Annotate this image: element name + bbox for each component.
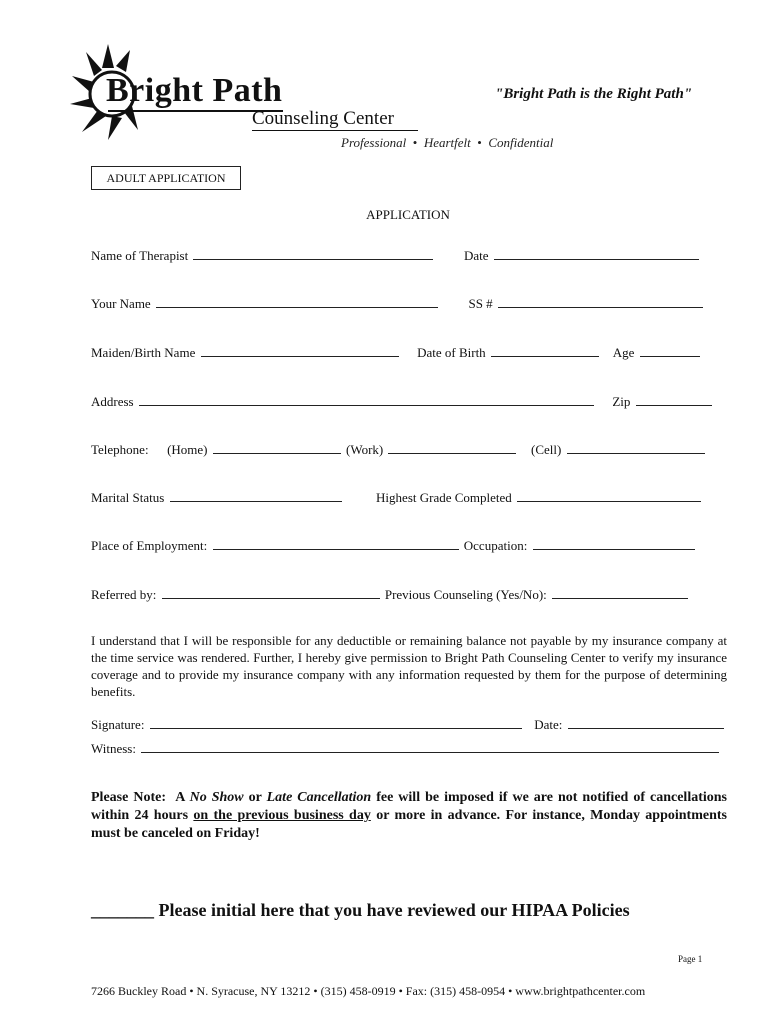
footer-address: 7266 Buckley Road • N. Syracuse, NY 13212 • (315) 458-0919 • Fax: (315) 458-0954 • www.brightpathcenter.com	[91, 984, 646, 998]
note-tail: or more in advance. For instance, Monday appointments must be canceled on Friday!	[91, 808, 727, 841]
dob-field[interactable]	[491, 344, 599, 357]
bullet-1: •	[412, 135, 418, 150]
maiden-field[interactable]	[201, 344, 399, 357]
hipaa-line	[91, 900, 630, 921]
address-field[interactable]	[139, 393, 594, 406]
witness-field[interactable]	[141, 740, 719, 753]
prev-counseling-field[interactable]	[552, 586, 688, 599]
brand-sub: Counseling Center	[252, 108, 394, 129]
work-label: (Work)	[346, 442, 384, 457]
hipaa-initial-field[interactable]: _______	[91, 900, 154, 920]
row-address	[91, 393, 710, 410]
row-telephone	[91, 441, 710, 458]
age-field[interactable]	[640, 344, 700, 357]
your-name-label: Your Name	[91, 296, 151, 311]
work-phone-field[interactable]	[388, 441, 516, 454]
row-maiden	[91, 344, 710, 361]
note-or: or	[248, 790, 262, 805]
employment-field[interactable]	[213, 537, 459, 550]
bullet-2: •	[477, 135, 482, 150]
row-therapist	[91, 247, 710, 264]
sig-date-label: Date:	[534, 717, 563, 732]
signature-label: Signature:	[91, 717, 145, 732]
marital-label: Marital Status	[91, 490, 165, 505]
therapist-label: Name of Therapist	[91, 248, 189, 263]
brand-values	[341, 135, 553, 151]
sig-date-field[interactable]	[568, 716, 724, 729]
note-late: Late Cancellation	[266, 790, 372, 805]
brand-name: Bright Path	[106, 72, 283, 109]
page-number: Page 1	[678, 954, 703, 964]
hipaa-text: Please initial here that you have reviewed our HIPAA Policies	[158, 900, 630, 920]
zip-field[interactable]	[636, 393, 712, 406]
signature-field[interactable]	[150, 716, 522, 729]
note-underlined: on the previous business day	[193, 808, 371, 823]
page-title: APPLICATION	[366, 207, 450, 222]
row-marital	[91, 489, 710, 506]
sub-underline	[252, 130, 418, 131]
form-type-label: ADULT APPLICATION	[106, 171, 226, 185]
cell-label: (Cell)	[530, 442, 562, 457]
row-signature	[91, 716, 710, 733]
your-name-field[interactable]	[156, 295, 438, 308]
marital-field[interactable]	[170, 489, 342, 502]
telephone-label: Telephone:	[91, 442, 149, 457]
value-heartfelt: Heartfelt	[423, 135, 471, 150]
age-label: Age	[612, 345, 635, 360]
row-witness	[91, 740, 710, 757]
note-no-show: No Show	[189, 790, 244, 805]
row-name	[91, 295, 710, 312]
grade-label: Highest Grade Completed	[376, 490, 512, 505]
value-professional: Professional	[341, 135, 407, 150]
slogan: "Bright Path is the Right Path"	[495, 86, 693, 102]
therapist-field[interactable]	[193, 247, 433, 260]
ss-label: SS #	[468, 296, 493, 311]
form-type-box	[91, 166, 241, 190]
row-referred	[91, 586, 710, 603]
dob-label: Date of Birth	[417, 345, 486, 360]
note-mid: fee will be imposed if we are not notified of cancellations within 24 hours	[91, 790, 728, 823]
date-field[interactable]	[494, 247, 699, 260]
maiden-label: Maiden/Birth Name	[91, 345, 196, 360]
row-employment	[91, 537, 710, 554]
home-label: (Home)	[167, 442, 208, 457]
employment-label: Place of Employment:	[91, 538, 208, 553]
grade-field[interactable]	[517, 489, 701, 502]
occupation-field[interactable]	[533, 537, 695, 550]
occupation-label: Occupation:	[463, 538, 528, 553]
prev-counseling-label: Previous Counseling (Yes/No):	[384, 587, 547, 602]
address-label: Address	[91, 394, 134, 409]
home-phone-field[interactable]	[213, 441, 341, 454]
referred-field[interactable]	[162, 586, 380, 599]
note-lead: Please Note:	[91, 790, 166, 805]
cancellation-note	[91, 789, 727, 843]
value-confidential: Confidential	[488, 135, 554, 150]
note-a: A	[175, 790, 185, 805]
witness-label: Witness:	[91, 741, 136, 756]
agreement-text: I understand that I will be responsible for any deductible or remaining balance not payable by my insurance company at the time service was rendered. Further, I hereby give permission to Bright Path Counseling Center to verify my insurance coverage and to provide my insurance company with any information requested by them for the purpose of determining benefits.	[91, 633, 727, 699]
ss-field[interactable]	[498, 295, 703, 308]
referred-label: Referred by:	[91, 587, 157, 602]
cell-phone-field[interactable]	[567, 441, 705, 454]
zip-label: Zip	[612, 394, 631, 409]
date-label: Date	[463, 248, 489, 263]
